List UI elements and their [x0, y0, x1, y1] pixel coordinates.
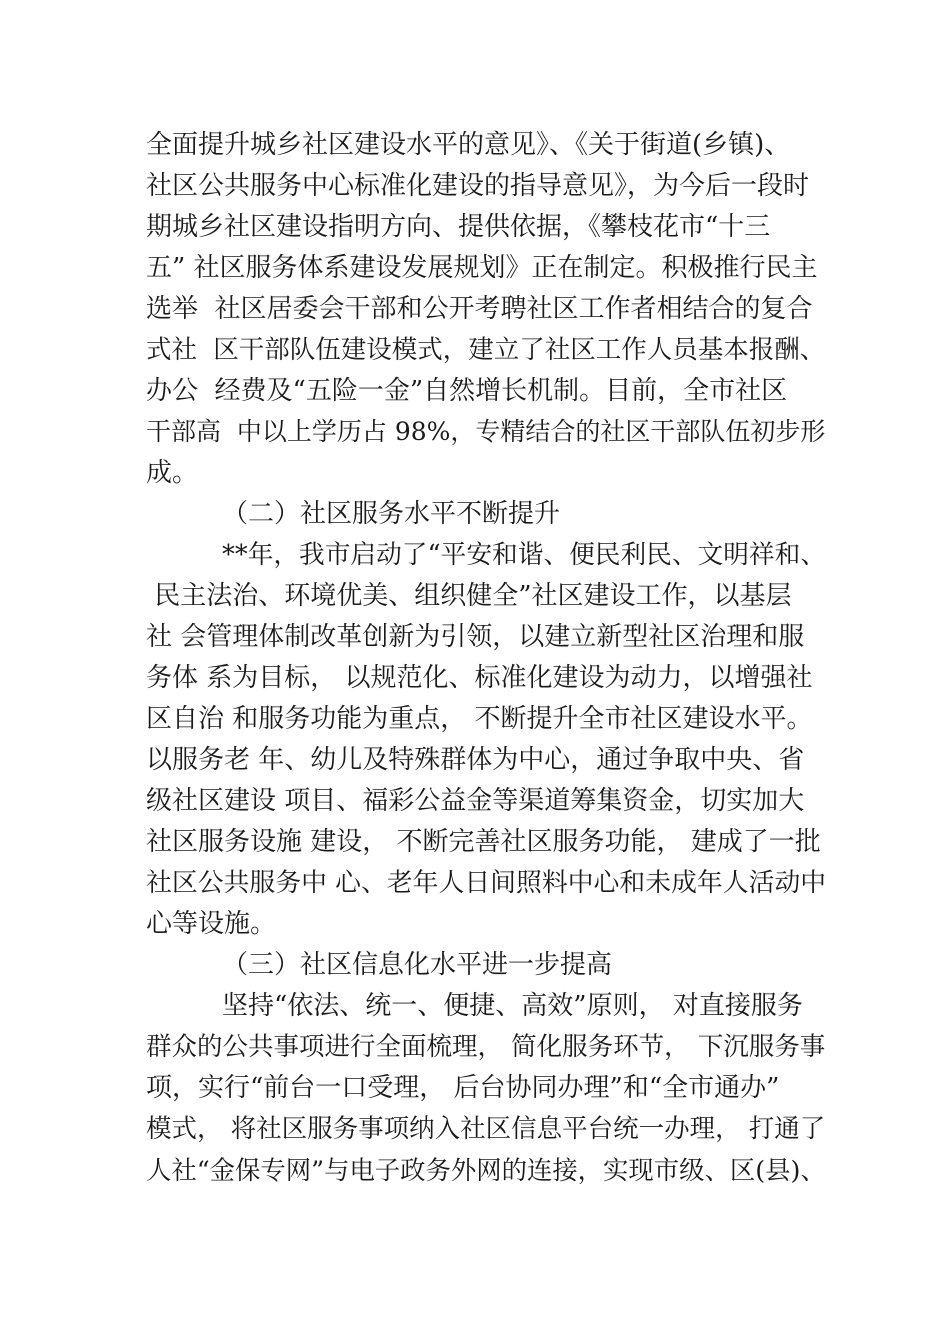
text-line: 社区公共服务中心标准化建设的指导意见》，为今后一段时 [146, 171, 810, 201]
text-line: 社区公共服务中 心、老年人日间照料中心和未成年人活动中 [146, 868, 827, 898]
text-line: 期城乡社区建设指明方向、提供依据，《攀枝花市“十三 [146, 212, 771, 242]
text-line: 办公 经费及“五险一金”自然增长机制。目前，全市社区 [146, 376, 788, 406]
text-line: 区自治 和服务功能为重点， 不断提升全市社区建设水平。 [146, 704, 813, 734]
text-line: 人社“金保专网”与电子政务外网的连接，实现市级、区(县)、 [146, 1155, 826, 1185]
section-heading-2: （二）社区服务水平不断提升 [222, 499, 561, 529]
text-line: 以服务老 年、幼儿及特殊群体为中心，通过争取中央、省 [146, 745, 805, 775]
text-line: 式社 区干部队伍建设模式，建立了社区工作人员基本报酬、 [146, 335, 826, 365]
text-line: 心等设施。 [146, 909, 277, 939]
text-line: 级社区建设 项目、福彩公益金等渠道筹集资金，切实加大 [146, 786, 805, 816]
text-line: 五” 社区服务体系建设发展规划》正在制定。积极推行民主 [146, 253, 818, 283]
text-line: 社 会管理体制改革创新为引领，以建立新型社区治理和服 [146, 622, 805, 652]
text-line: 模式， 将社区服务事项纳入社区信息平台统一办理， 打通了 [146, 1114, 826, 1144]
text-line: 成。 [146, 458, 199, 488]
paragraph-first-line: 坚持“依法、统一、便捷、高效”原则， 对直接服务 [222, 991, 803, 1021]
text-line: 民主法治、环境优美、组织健全”社区建设工作，以基层 [146, 581, 792, 611]
text-line: 干部高 中以上学历占 98%，专精结合的社区干部队伍初步形 [146, 417, 826, 446]
text-line: 全面提升城乡社区建设水平的意见》、《关于街道(乡镇)、 [146, 130, 791, 160]
text-line: 选举 社区居委会干部和公开考聘社区工作者相结合的复合 [146, 294, 813, 324]
text-line: 务体 系为目标， 以规范化、标准化建设为动力，以增强社 [146, 663, 813, 693]
section-heading-3: （三）社区信息化水平进一步提高 [222, 950, 613, 980]
paragraph-first-line: **年，我市启动了“平安和谐、便民利民、文明祥和、 [222, 540, 826, 570]
text-line: 群众的公共事项进行全面梳理， 简化服务环节， 下沉服务事 [146, 1032, 826, 1062]
text-line: 社区服务设施 建设， 不断完善社区服务功能， 建成了一批 [146, 827, 821, 857]
text-line: 项，实行“前台一口受理， 后台协同办理”和“全市通办” [146, 1073, 780, 1103]
